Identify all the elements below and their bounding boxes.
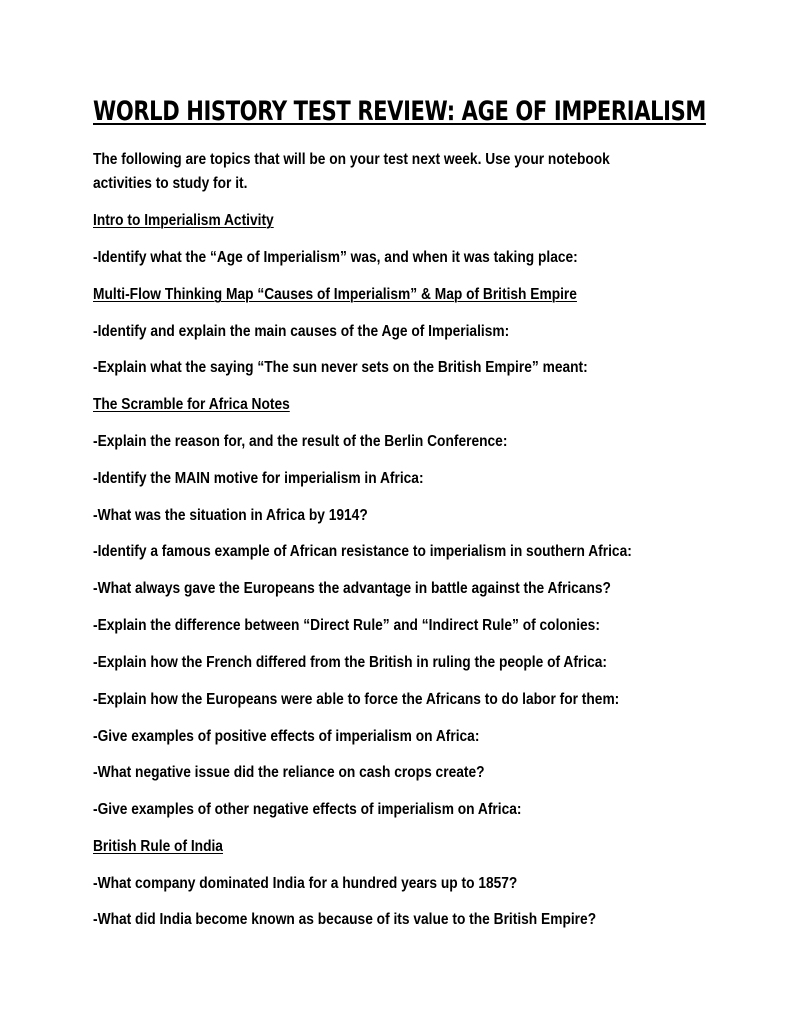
review-item: -What was the situation in Africa by 1914? bbox=[93, 507, 368, 524]
review-item: -Identify what the “Age of Imperialism” was, and when it was taking place: bbox=[93, 249, 578, 266]
review-item: -Explain what the saying “The sun never sets on the British Empire” meant: bbox=[93, 359, 588, 376]
section-heading-intro-activity: Intro to Imperialism Activity bbox=[93, 212, 274, 229]
review-item: -Identify the MAIN motive for imperialism in Africa: bbox=[93, 470, 424, 487]
review-item: -Explain how the Europeans were able to force the Africans to do labor for them: bbox=[93, 691, 620, 708]
review-item: -Identify and explain the main causes of the Age of Imperialism: bbox=[93, 323, 510, 340]
review-item: -Give examples of other negative effects of imperialism on Africa: bbox=[93, 801, 522, 818]
page-title: WORLD HISTORY TEST REVIEW: AGE OF IMPERIALISM bbox=[93, 96, 706, 127]
section-heading-british-rule-india: British Rule of India bbox=[93, 838, 223, 855]
section-heading-scramble-for-africa: The Scramble for Africa Notes bbox=[93, 396, 290, 413]
review-item: -What negative issue did the reliance on cash crops create? bbox=[93, 764, 485, 781]
review-item: -Explain the reason for, and the result of the Berlin Conference: bbox=[93, 433, 508, 450]
review-item: -What did India become known as because of its value to the British Empire? bbox=[93, 911, 597, 928]
review-item: -Give examples of positive effects of imperialism on Africa: bbox=[93, 728, 480, 745]
section-heading-causes-map: Multi-Flow Thinking Map “Causes of Imperialism” & Map of British Empire bbox=[93, 286, 577, 303]
intro-text-line-1: The following are topics that will be on your test next week. Use your notebook bbox=[93, 151, 610, 168]
review-item: -Explain how the French differed from the British in ruling the people of Africa: bbox=[93, 654, 607, 671]
review-item: -What always gave the Europeans the advantage in battle against the Africans? bbox=[93, 580, 611, 597]
intro-text-line-2: activities to study for it. bbox=[93, 175, 248, 192]
review-item: -What company dominated India for a hundred years up to 1857? bbox=[93, 875, 518, 892]
review-item: -Identify a famous example of African resistance to imperialism in southern Africa: bbox=[93, 543, 632, 560]
review-item: -Explain the difference between “Direct Rule” and “Indirect Rule” of colonies: bbox=[93, 617, 600, 634]
